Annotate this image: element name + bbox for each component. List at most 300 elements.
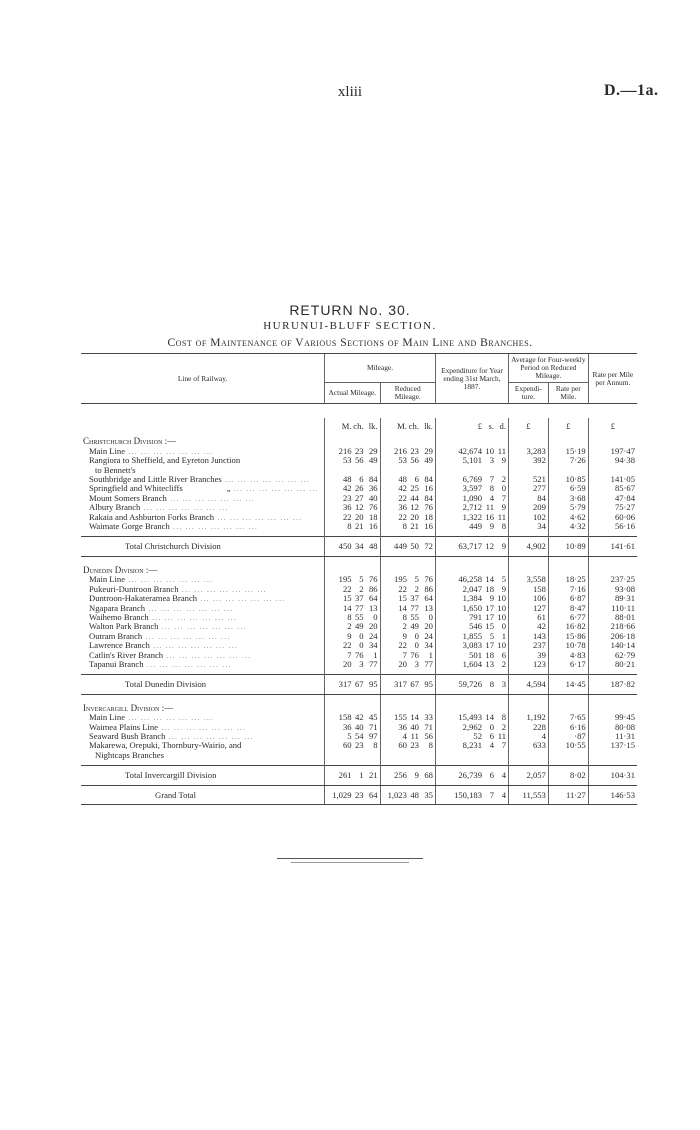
mileage-cell	[380, 675, 435, 694]
mileage-cell	[380, 456, 435, 465]
leader-dots: ... ... ... ... ... ... ...	[165, 731, 254, 741]
money-part: 3	[501, 679, 506, 690]
annual-rate-cell: 88·01	[588, 613, 637, 622]
empty-cell	[509, 751, 549, 760]
line-label: Main Line	[89, 446, 126, 456]
line-name	[81, 594, 325, 603]
avg-expenditure-cell: 4,902	[509, 537, 549, 556]
annual-rate-cell: 187·82	[588, 675, 637, 694]
mil-part: 22	[398, 492, 407, 503]
line-label: Total Dunedin Division	[125, 679, 207, 690]
col-avg-rate: Rate per Mile.	[548, 383, 588, 404]
money-part: £	[477, 421, 482, 431]
mil-part: 35	[424, 789, 433, 800]
line-label: Makarewa, Orepuki, Thornbury-Wairio, and	[89, 741, 242, 751]
mil-part: 8	[402, 611, 407, 622]
line-name	[81, 641, 325, 650]
mil-part: 6	[359, 474, 364, 485]
annual-rate-cell: 62·79	[588, 651, 637, 660]
empty-cell	[435, 700, 508, 713]
line-name	[81, 713, 325, 722]
line-name	[81, 522, 325, 531]
mil-part: 86	[424, 583, 433, 594]
money-part: 5,101	[462, 455, 482, 466]
mil-part: 84	[424, 474, 433, 485]
avg-rate-cell: 11·27	[548, 785, 588, 804]
mil-part: 9	[347, 630, 352, 641]
avg-rate-cell: 18·25	[548, 575, 588, 584]
avg-rate-cell: 5·79	[548, 503, 588, 512]
mil-part: 23	[342, 492, 352, 503]
line-label: Waihemo Branch	[89, 612, 149, 622]
mil-part: 44	[410, 492, 419, 503]
avg-expenditure-cell: 2,057	[509, 766, 549, 785]
mil-part: M.	[397, 421, 407, 431]
mil-part: 49	[354, 621, 364, 632]
unit-pound: £	[548, 418, 588, 433]
table-body	[81, 418, 637, 805]
mil-part: 77	[410, 602, 419, 613]
line-label: Waimate Gorge Branch	[89, 522, 170, 532]
division-heading: Invercargill Division :—	[83, 702, 174, 713]
mil-part: 23	[354, 740, 364, 751]
mil-part: 26	[354, 483, 364, 494]
mil-part: 25	[410, 483, 419, 494]
mileage-cell	[380, 418, 435, 433]
mil-part: 5	[359, 574, 364, 585]
mil-part: 16	[424, 521, 433, 532]
money-part: 2,047	[462, 583, 482, 594]
money-part: 18	[485, 649, 494, 660]
annual-rate-cell: 141·05	[588, 475, 637, 484]
empty-cell	[548, 700, 588, 713]
line-name	[81, 613, 325, 622]
mil-part: 155	[394, 712, 407, 723]
empty-cell	[380, 700, 435, 713]
money-part: 9	[501, 541, 506, 552]
line-label: Lawrence Branch	[89, 641, 150, 651]
money-part: 6	[489, 730, 494, 741]
mil-part: 23	[410, 445, 419, 456]
line-label: Tapanui Branch	[89, 659, 144, 669]
mil-part: ch.	[408, 421, 419, 431]
money-part: 11	[497, 730, 506, 741]
line-name	[81, 475, 325, 484]
mil-part: 42	[342, 483, 352, 494]
avg-expenditure-cell: 158	[509, 585, 549, 594]
mileage-cell	[325, 418, 380, 433]
money-part: 6	[489, 770, 494, 781]
avg-rate-cell: 8·47	[548, 604, 588, 613]
mileage-cell	[380, 785, 435, 804]
money-part: 10	[497, 611, 506, 622]
mileage-cell	[325, 785, 380, 804]
table-row	[81, 456, 637, 465]
annual-rate-cell: 80·21	[588, 660, 637, 669]
avg-rate-cell: 15·86	[548, 632, 588, 641]
avg-expenditure-cell: 4	[509, 732, 549, 741]
annual-rate-cell: 56·16	[588, 522, 637, 531]
mil-part: 7	[347, 649, 352, 660]
mil-part: 9	[402, 630, 407, 641]
money-part: 3,083	[462, 640, 482, 651]
leader-dots: ... ... ... ... ... ... ...	[149, 641, 238, 651]
mil-part: 8	[373, 740, 378, 751]
mil-part: 12	[354, 502, 364, 513]
mil-part: 2	[347, 621, 352, 632]
mil-part: 48	[410, 789, 419, 800]
leader-dots: ... ... ... ... ... ... ...	[178, 584, 267, 594]
line-label: Grand Total	[155, 789, 197, 800]
mil-part: 36	[342, 721, 352, 732]
mil-part: 317	[338, 679, 352, 690]
money-part: 8	[489, 483, 494, 494]
money-part: 11	[497, 511, 506, 522]
annual-rate-cell: 141·61	[588, 537, 637, 556]
mil-part: 13	[368, 602, 378, 613]
mileage-cell	[380, 641, 435, 650]
mil-part: 20	[342, 658, 352, 669]
annual-rate-cell: 93·08	[588, 585, 637, 594]
line-label: Duntroon-Hakateramea Branch	[89, 594, 198, 604]
avg-rate-cell: 6·87	[548, 594, 588, 603]
empty-cell	[380, 562, 435, 575]
mil-part: 76	[424, 502, 433, 513]
line-name	[81, 622, 325, 631]
leader-dots: ... ... ... ... ... ... ...	[221, 475, 310, 485]
avg-expenditure-cell: 209	[509, 503, 549, 512]
money-part: 52	[473, 730, 482, 741]
mil-part: 8	[402, 521, 407, 532]
money-part: 4	[501, 770, 506, 781]
mil-part: 450	[338, 541, 352, 552]
annual-rate-cell: 237·25	[588, 575, 637, 584]
money-part: 10	[497, 640, 506, 651]
money-part: 6	[501, 649, 506, 660]
money-part: 0	[501, 483, 506, 494]
avg-rate-cell: 10·55	[548, 741, 588, 750]
col-avg-expenditure: Expendi-ture.	[509, 383, 549, 404]
annual-rate-cell: 206·18	[588, 632, 637, 641]
line-name	[81, 723, 325, 732]
money-part: 17	[485, 640, 494, 651]
money-part: 8	[501, 712, 506, 723]
empty-cell	[435, 751, 508, 760]
mil-part: 37	[354, 593, 364, 604]
mil-part: 95	[424, 679, 433, 690]
annual-rate-cell: 137·15	[588, 741, 637, 750]
mil-part: 5	[414, 574, 419, 585]
col-reduced-mileage: Reduced Mileage.	[380, 383, 435, 404]
mileage-cell	[325, 604, 380, 613]
avg-expenditure-cell: 521	[509, 475, 549, 484]
mil-part: 76	[368, 502, 378, 513]
money-part: 1,384	[462, 593, 482, 604]
money-part: 150,183	[454, 789, 482, 800]
leader-dots: ... ... ... ... ... ... ...	[125, 446, 214, 456]
mil-part: 8	[428, 740, 433, 751]
line-name	[81, 494, 325, 503]
mil-part: 77	[424, 658, 433, 669]
mil-part: 195	[338, 574, 352, 585]
mileage-cell	[325, 741, 380, 750]
money-part: 10	[485, 445, 494, 456]
mileage-cell	[325, 537, 380, 556]
line-label: Rakaia and Ashburton Forks Branch	[89, 512, 215, 522]
leader-dots: ... ... ... ... ... ... ...	[148, 612, 237, 622]
line-label: Rangiora to Sheffield, and Eyreton Junction	[89, 456, 241, 466]
return-title: RETURN No. 30.	[289, 302, 411, 318]
money-part: 3,597	[462, 483, 482, 494]
money-part: 59,726	[458, 679, 482, 690]
money-part: 46,258	[458, 574, 482, 585]
avg-expenditure-cell: 11,553	[509, 785, 549, 804]
money-part: 2	[501, 721, 506, 732]
leader-dots: ... ... ... ... ... ... ...	[158, 722, 247, 732]
avg-rate-cell: 7·65	[548, 713, 588, 722]
money-part: 1,604	[462, 658, 482, 669]
money-part: 1,322	[462, 511, 482, 522]
line-name	[81, 675, 325, 694]
mil-part: 71	[368, 721, 378, 732]
avg-expenditure-cell: 3,558	[509, 575, 549, 584]
leader-dots: ... ... ... ... ... ... ...	[125, 713, 214, 723]
mil-part: 34	[424, 640, 433, 651]
line-label: Total Christchurch Division	[125, 541, 221, 552]
avg-expenditure-cell: 123	[509, 660, 549, 669]
mil-part: 67	[354, 679, 364, 690]
avg-expenditure-cell: 4,594	[509, 675, 549, 694]
mil-part: 216	[394, 445, 407, 456]
mil-part: 36	[398, 502, 407, 513]
avg-expenditure-cell: 1,192	[509, 713, 549, 722]
money-part: 9	[489, 593, 494, 604]
mileage-cell	[380, 604, 435, 613]
total-row	[81, 537, 637, 556]
avg-expenditure-cell: 84	[509, 494, 549, 503]
leader-dots: ... ... ... ... ... ... ...	[230, 484, 319, 494]
line-label: Southbridge and Little River Branches	[89, 475, 222, 485]
mil-part: 13	[424, 602, 433, 613]
line-label: Albury Branch	[89, 503, 141, 513]
division-heading: Dunedin Division :—	[83, 564, 158, 575]
mil-part: 11	[410, 730, 419, 741]
money-part: 2,962	[462, 721, 482, 732]
annual-rate-cell: 140·14	[588, 641, 637, 650]
line-label: Mount Somers Branch	[89, 493, 167, 503]
col-line: Line of Railway.	[81, 354, 325, 404]
avg-rate-cell: 4·62	[548, 513, 588, 522]
empty-cell	[588, 700, 637, 713]
mileage-cell	[380, 732, 435, 741]
money-part: 4	[489, 492, 494, 503]
mil-part: 40	[368, 492, 378, 503]
table-row	[81, 660, 637, 669]
section-title: HURUNUI-BLUFF SECTION.	[263, 320, 437, 332]
line-name	[81, 447, 325, 456]
mil-part: 53	[398, 455, 407, 466]
mil-part: 3	[359, 658, 364, 669]
table-row-continuation	[81, 751, 637, 760]
mil-part: 23	[410, 740, 419, 751]
empty-cell	[588, 562, 637, 575]
avg-rate-cell: 7·26	[548, 456, 588, 465]
mil-part: 7	[402, 649, 407, 660]
annual-rate-cell: 85·67	[588, 484, 637, 493]
avg-expenditure-cell: 143	[509, 632, 549, 641]
table-caption: Cost of Maintenance of Various Sections of Main Line and Branches.	[167, 337, 533, 349]
money-part: 0	[489, 721, 494, 732]
line-label: Springfield and Whitecliffs	[89, 484, 183, 494]
avg-rate-cell: 4·83	[548, 651, 588, 660]
mil-part: 2	[359, 583, 364, 594]
mil-part: 20	[424, 621, 433, 632]
line-name	[81, 575, 325, 584]
line-label: Seaward Bush Branch	[89, 731, 166, 741]
mileage-cell	[325, 641, 380, 650]
mil-part: 36	[342, 502, 352, 513]
line-label: Waimea Plains Line	[89, 722, 158, 732]
money-part: 7	[501, 740, 506, 751]
mileage-cell	[325, 675, 380, 694]
line-label: Total Invercargill Division	[125, 770, 217, 781]
leader-dots: ... ... ... ... ... ... ...	[166, 493, 255, 503]
line-label: Main Line	[89, 713, 126, 723]
money-part: 0	[501, 621, 506, 632]
money-part: 1,650	[462, 602, 482, 613]
col-mileage: Mileage.	[325, 354, 436, 383]
money-part: 15	[485, 621, 494, 632]
division-heading: Christchurch Division :—	[83, 436, 177, 447]
empty-cell	[588, 751, 637, 760]
empty-cell	[509, 700, 549, 713]
annual-rate-cell: 94·38	[588, 456, 637, 465]
empty-cell	[548, 751, 588, 760]
mil-part: 60	[342, 740, 352, 751]
mil-part: 4	[402, 730, 407, 741]
mil-part: 158	[338, 712, 352, 723]
money-part: 16	[485, 511, 494, 522]
avg-rate-cell: 10·78	[548, 641, 588, 650]
col-rate-annum: Rate per Mile per Annum.	[588, 354, 637, 404]
line-name	[81, 537, 325, 556]
mileage-cell	[325, 456, 380, 465]
money-part: 8,231	[462, 740, 482, 751]
mil-part: 22	[398, 583, 407, 594]
mil-part: 64	[424, 593, 433, 604]
table-row	[81, 741, 637, 750]
mil-part: 15	[398, 593, 407, 604]
mil-part: 27	[354, 492, 364, 503]
mil-part: 20	[354, 511, 364, 522]
mil-part: 23	[354, 789, 364, 800]
money-part: 2,712	[462, 502, 482, 513]
line-name	[81, 456, 325, 465]
money-part: 26,739	[458, 770, 482, 781]
mileage-cell	[380, 537, 435, 556]
mil-part: 21	[354, 521, 364, 532]
mil-part: 56	[410, 455, 419, 466]
money-part: 2	[501, 474, 506, 485]
mil-part: 195	[394, 574, 407, 585]
mil-part: 21	[368, 770, 378, 781]
money-part: 11	[497, 445, 506, 456]
annual-rate-cell: 197·47	[588, 447, 637, 456]
mil-part: 8	[347, 611, 352, 622]
avg-rate-cell: 16·82	[548, 622, 588, 631]
avg-rate-cell: 3·68	[548, 494, 588, 503]
avg-expenditure-cell: 392	[509, 456, 549, 465]
mil-part: 97	[368, 730, 378, 741]
mil-part: 84	[424, 492, 433, 503]
line-name	[81, 766, 325, 785]
money-part: 14	[485, 712, 494, 723]
mil-part: 9	[414, 770, 419, 781]
avg-expenditure-cell: 237	[509, 641, 549, 650]
empty-cell	[548, 433, 588, 446]
line-name-continuation: Nightcaps Branches	[95, 750, 164, 760]
unit-pound: £	[588, 418, 637, 433]
mil-part: 20	[410, 511, 419, 522]
mil-part: 76	[354, 649, 364, 660]
mil-part: 2	[402, 621, 407, 632]
mil-part: 22	[342, 640, 352, 651]
mil-part: 55	[410, 611, 419, 622]
line-name	[81, 741, 325, 750]
mil-part: 37	[410, 593, 419, 604]
money-part: 501	[469, 649, 482, 660]
avg-expenditure-cell: 127	[509, 604, 549, 613]
mil-part: 36	[398, 721, 407, 732]
money-part: 3	[489, 455, 494, 466]
avg-expenditure-cell: 34	[509, 522, 549, 531]
mil-part: 84	[368, 474, 378, 485]
line-name	[81, 513, 325, 522]
line-label: Outram Branch	[89, 631, 143, 641]
annual-rate-cell: 89·31	[588, 594, 637, 603]
mil-part: 22	[342, 511, 352, 522]
money-part: 7	[489, 789, 494, 800]
col-expenditure: Expenditure for Year ending 31st March, 1887.	[435, 354, 508, 404]
mil-part: 22	[342, 583, 352, 594]
money-part: 6,769	[462, 474, 482, 485]
leader-dots: ... ... ... ... ... ... ...	[158, 622, 247, 632]
mil-part: 53	[342, 455, 352, 466]
leader-dots: ... ... ... ... ... ... ...	[145, 603, 234, 613]
empty-cell	[325, 433, 380, 446]
annual-rate-cell: 11·31	[588, 732, 637, 741]
leader-dots: ... ... ... ... ... ... ...	[214, 512, 303, 522]
ditto-mark: „	[226, 484, 231, 494]
money-part: 13	[485, 658, 494, 669]
mil-part: 1,023	[387, 789, 407, 800]
annual-rate-cell: 47·84	[588, 494, 637, 503]
mileage-cell	[380, 522, 435, 531]
leader-dots: ... ... ... ... ... ... ...	[169, 522, 258, 532]
line-label: Ngapara Branch	[89, 603, 146, 613]
empty-cell	[548, 562, 588, 575]
leader-dots: ... ... ... ... ... ... ...	[143, 659, 232, 669]
mil-part: 71	[424, 721, 433, 732]
money-part: 11	[485, 502, 494, 513]
line-name	[81, 732, 325, 741]
money-part: 449	[469, 521, 482, 532]
leader-dots: ... ... ... ... ... ... ...	[140, 503, 229, 513]
mil-part: 16	[368, 521, 378, 532]
expenditure-cell	[435, 456, 508, 465]
money-part: 7	[501, 492, 506, 503]
mil-part: 0	[359, 640, 364, 651]
